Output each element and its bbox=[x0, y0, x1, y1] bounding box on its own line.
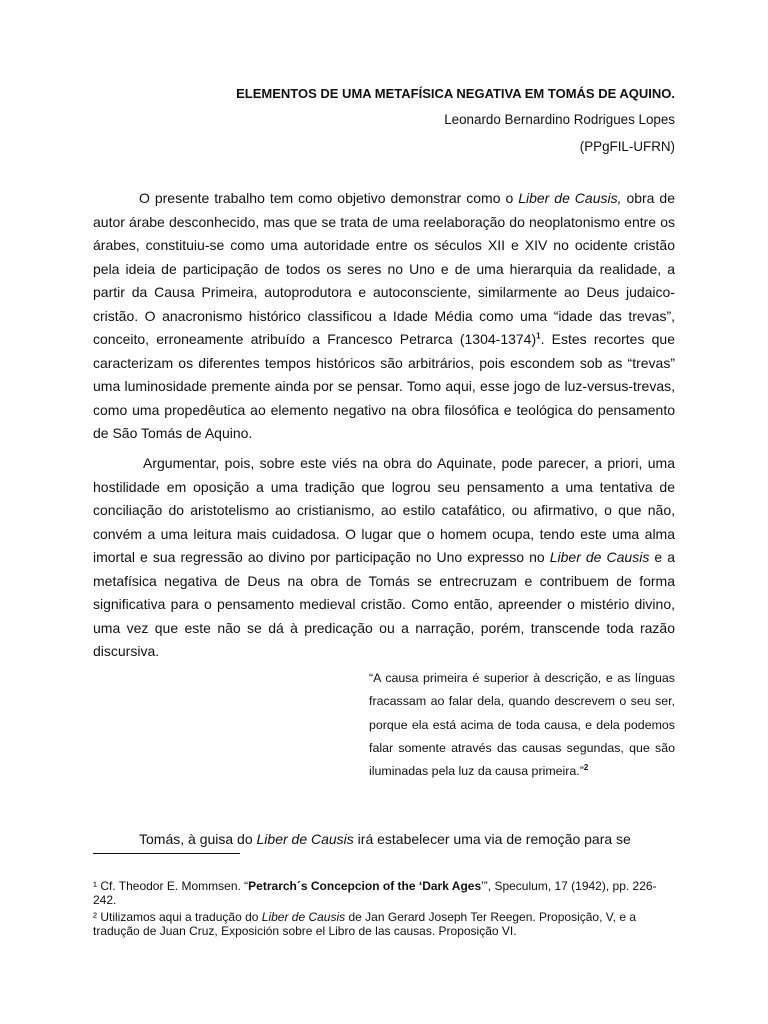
paragraph-3-text-a: Tomás, à guisa do bbox=[139, 831, 257, 847]
author-affiliation: (PPgFIL-UFRN) bbox=[579, 139, 675, 154]
block-quote bbox=[369, 667, 675, 783]
footnote-1 bbox=[93, 879, 675, 907]
quote-text: “A causa primeira é superior à descrição, e as línguas fracassam ao falar dela, quando descrevem o seu ser, porque ela está acima de toda causa, e dela podemos falar somente através das causas segundas, que são iluminadas pela luz da causa primeira.” bbox=[369, 671, 675, 779]
paragraph-2-text-b: e a metafísica negativa de Deus na obra de Tomás se entrecruzam e contribuem de forma significativa para o pensamento medieval cristão. Como então, apreender o mistério divino, uma vez que este não se dá à predicação ou a narração, porém, transcende toda razão discursiva. bbox=[93, 549, 675, 659]
paragraph-3-text-b: irá estabelecer uma via de remoção para se bbox=[353, 831, 631, 847]
book-title-italic: Liber de Causis, bbox=[518, 190, 622, 206]
footnote-2-italic-title: Liber de Causis bbox=[261, 910, 346, 924]
footnote-1-text-b: ’”, Speculum, 17 (1942), pp. 226-242. bbox=[93, 879, 657, 907]
author-name: Leonardo Bernardino Rodrigues Lopes bbox=[444, 112, 675, 127]
paragraph-2 bbox=[93, 452, 675, 664]
book-title-italic: Liber de Causis bbox=[256, 831, 354, 847]
footnote-2-text-b: de Jan Gerard Joseph Ter Reegen. Proposição, V, e a tradução de Juan Cruz, Exposición sobre el Libro de las causas. Proposição VI. bbox=[93, 910, 637, 938]
footnote-2-text-a: Utilizamos aqui a tradução do bbox=[97, 910, 262, 924]
paragraph-1-text-a: O presente trabalho tem como objetivo demonstrar como o bbox=[139, 190, 519, 206]
paragraph-1 bbox=[93, 187, 675, 446]
footnote-1-mark: ¹ bbox=[93, 879, 97, 893]
footnote-1-bold-title: Petrarch´s Concepcion of the ‘Dark Ages bbox=[248, 879, 482, 893]
footnote-2-mark: ² bbox=[93, 910, 97, 924]
footnote-separator bbox=[93, 853, 240, 854]
paragraph-1-text-c: . Estes recortes que caracterizam os diferentes tempos históricos são arbitrários, pois escondem sob as “trevas” uma luminosidade premente ainda por se pensar. Tomo aqui, esse jogo de luz-versus-trevas, como uma propedêutica ao elemento negativo na obra filosófica e teológica do pensamento de São Tomás de Aquino. bbox=[93, 331, 675, 441]
footnote-ref-1[interactable]: 1 bbox=[536, 331, 541, 341]
footnotes bbox=[93, 879, 675, 938]
book-title-italic: Liber de Causis bbox=[549, 549, 650, 565]
paragraph-1-text-b: obra de autor árabe desconhecido, mas que se trata de uma reelaboração do neoplatonismo entre os árabes, constituiu-se como uma autoridade entre os séculos XII e XIV no ocidente cristão pela ideia de participação de todos os seres no Uno e de uma hierarquia da realidade, a partir da Causa Primeira, autoprodutora e autoconsciente, similarmente ao Deus judaico-cristão. O anacronismo histórico classificou a Idade Média como uma “idade das trevas”, conceito, erroneamente atribuído a Francesco Petrarca (1304-1374) bbox=[93, 190, 675, 347]
paragraph-2-text-a: Argumentar, pois, sobre este viés na obra do Aquinate, pode parecer, a priori, uma hostilidade em oposição a uma tradição que logrou seu pensamento a uma tentativa de conciliação do aristotelismo ao cristianismo, ao estilo catafático, ou afirmativo, o que não, convém a uma leitura mais cuidadosa. O lugar que o homem ocupa, tendo este uma alma imortal e sua regressão ao divino por participação no Uno expresso no bbox=[93, 455, 675, 565]
page-title: ELEMENTOS DE UMA METAFÍSICA NEGATIVA EM TOMÁS DE AQUINO. bbox=[236, 86, 675, 101]
footnote-2 bbox=[93, 910, 675, 938]
footnote-ref-2[interactable]: 2 bbox=[583, 763, 589, 773]
footnote-1-text-a: Cf. Theodor E. Mommsen. “ bbox=[97, 879, 249, 893]
paragraph-3 bbox=[93, 828, 675, 852]
